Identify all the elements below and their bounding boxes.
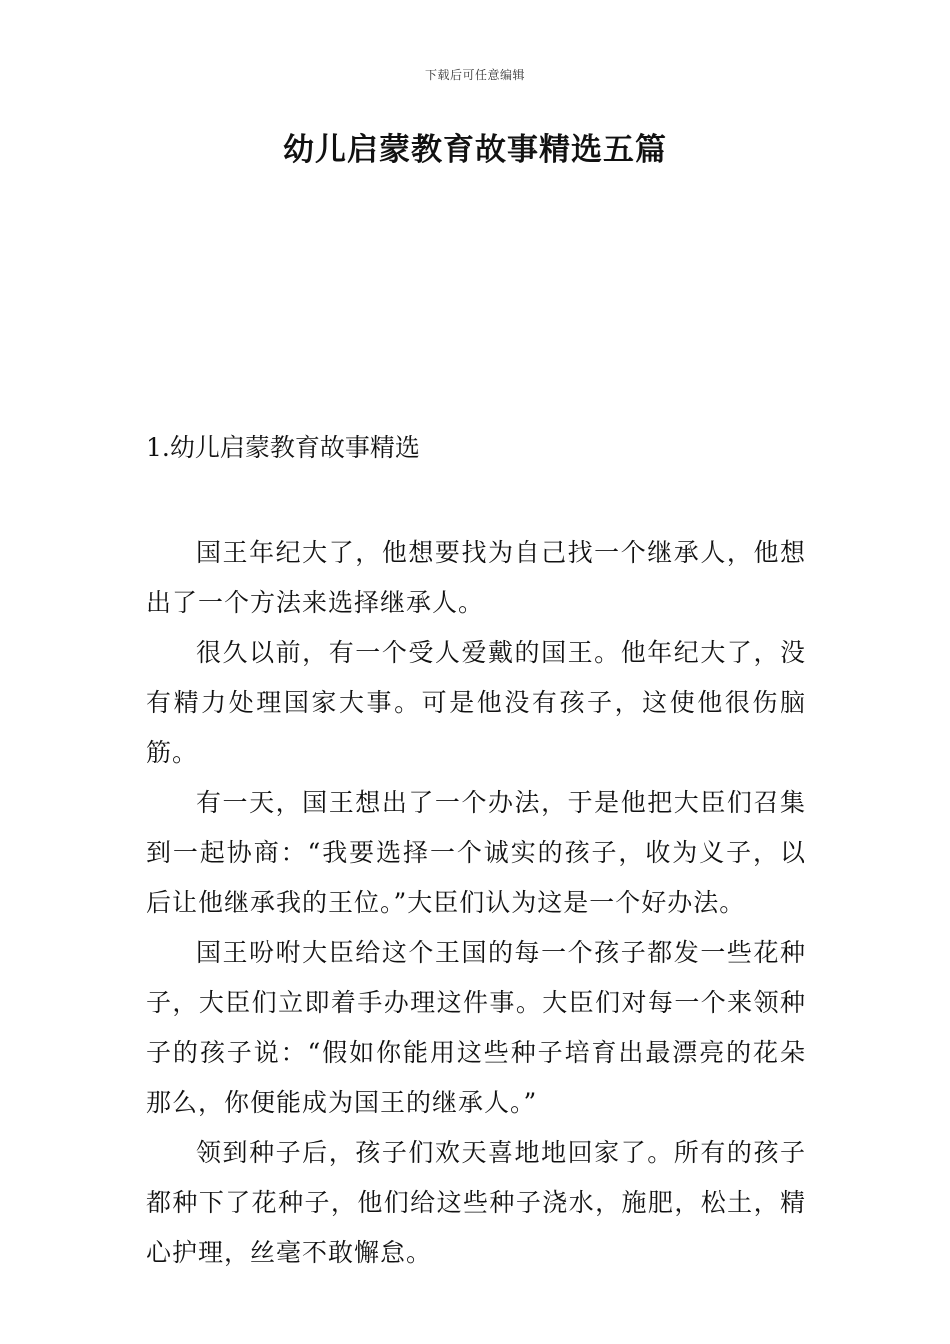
story-paragraph: 很久以前，有一个受人爱戴的国王。他年纪大了，没有精力处理国家大事。可是他没有孩子，这使他很伤脑筋。: [146, 638, 806, 767]
story-paragraph: 国王年纪大了，他想要找为自己找一个继承人，他想出了一个方法来选择继承人。: [146, 538, 806, 617]
document-title: 幼儿启蒙教育故事精选五篇: [283, 132, 667, 168]
story-paragraph: 领到种子后，孩子们欢天喜地地回家了。所有的孩子都种下了花种子，他们给这些种子浇水，施肥，松土，精心护理，丝毫不敢懈怠。: [146, 1138, 806, 1267]
story-paragraph: 有一天，国王想出了一个办法，于是他把大臣们召集到一起协商：“我要选择一个诚实的孩子，收为义子，以后让他继承我的王位。”大臣们认为这是一个好办法。: [146, 788, 806, 917]
story-body: [146, 528, 806, 1278]
story-paragraph: 国王吩咐大臣给这个王国的每一个孩子都发一些花种子，大臣们立即着手办理这件事。大臣们对每一个来领种子的孩子说：“假如你能用这些种子培育出最漂亮的花朵那么，你便能成为国王的继承人。”: [146, 938, 806, 1117]
header-note: 下载后可任意编辑: [424, 68, 525, 82]
section-heading: 1.幼儿启蒙教育故事精选: [146, 433, 420, 462]
